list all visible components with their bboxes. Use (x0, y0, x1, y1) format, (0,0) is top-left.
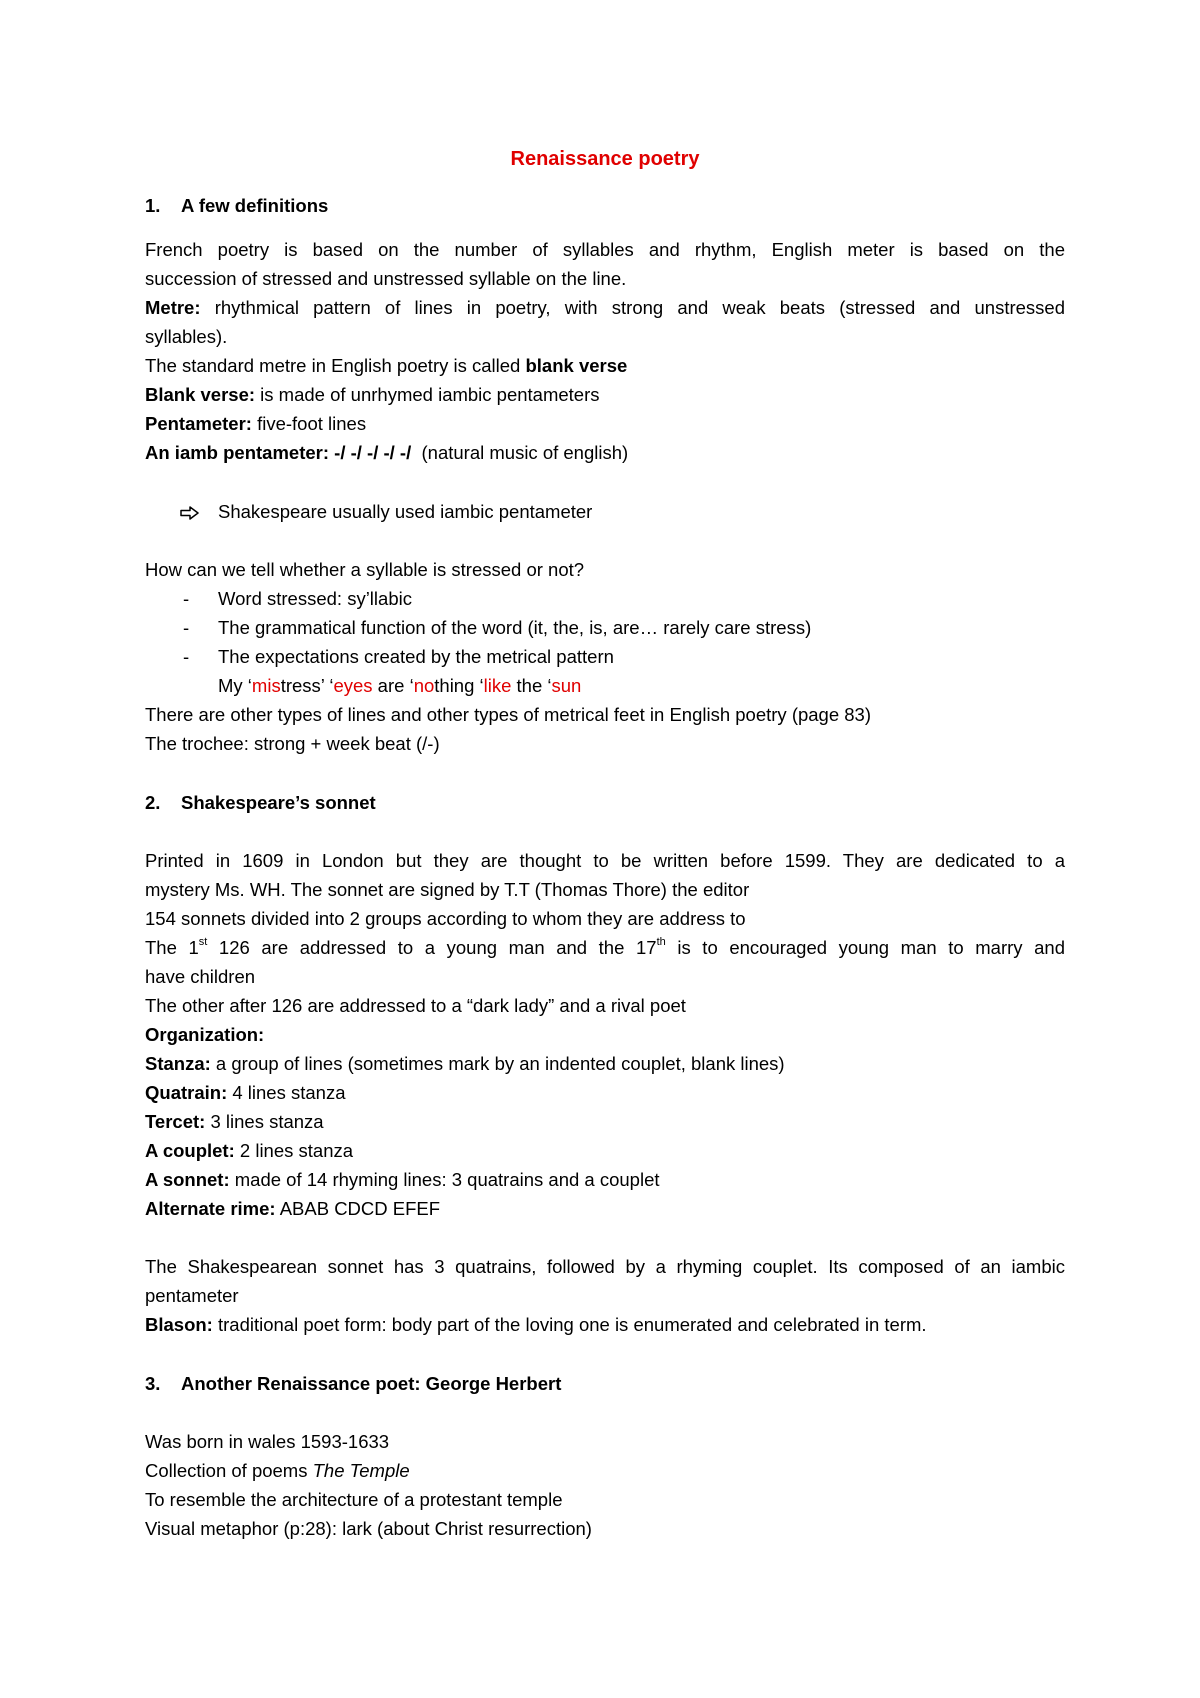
definition: made of 14 rhyming lines: 3 quatrains and a couplet (229, 1169, 660, 1190)
paragraph-line: There are other types of lines and other types of metrical feet in English poetry (page 83) (145, 704, 872, 725)
stressed-syllable: mis (251, 675, 281, 696)
text: Collection of poems (145, 1460, 313, 1481)
definition: 4 lines stanza (227, 1082, 346, 1103)
section-number: 2. (145, 792, 161, 813)
definition: rhythmical pattern of lines in poetry, with strong and weak beats (stressed and unstressed (200, 297, 1065, 318)
definition-couplet (145, 1136, 353, 1165)
paragraph-line: 154 sonnets divided into 2 groups according to whom they are address to (145, 908, 746, 929)
superscript: th (656, 935, 666, 948)
text: is to encouraged young man to marry and (665, 937, 1065, 958)
section-title: Another Renaissance poet: George Herbert (181, 1373, 562, 1394)
definition: ABAB CDCD EFEF (275, 1198, 441, 1219)
paragraph-line: syllables). (145, 326, 228, 347)
term: Stanza: (145, 1053, 211, 1074)
definition-metre (145, 293, 1065, 322)
example-text: My ‘ (218, 675, 252, 696)
definition-pentameter (145, 409, 366, 438)
metrical-marks: -/ -/ -/ -/ -/ (329, 442, 412, 463)
list-item-text: The expectations created by the metrical pattern (218, 646, 614, 667)
paragraph-line: To resemble the architecture of a protestant temple (145, 1489, 563, 1510)
paragraph-line (145, 933, 1065, 962)
stressed-syllable: sun (551, 675, 582, 696)
term: An iamb pentameter: (145, 442, 330, 463)
paragraph-line: The other after 126 are addressed to a “dark lady” and a rival poet (145, 995, 686, 1016)
standard-metre-line (145, 351, 627, 380)
stressed-syllable: eyes (333, 675, 373, 696)
organization-label: Organization: (145, 1024, 265, 1045)
paragraph-line: Printed in 1609 in London but they are thought to be written before 1599. They are dedicated to a (145, 850, 1065, 871)
paragraph-line: succession of stressed and unstressed syllable on the line. (145, 268, 627, 289)
term: Blason: (145, 1314, 213, 1335)
stressed-syllable: no (413, 675, 435, 696)
paragraph-line: The Shakespearean sonnet has 3 quatrains, followed by a rhyming couplet. Its composed of an iambic (145, 1256, 1065, 1277)
text: 126 are addressed to a young man and the 17 (207, 937, 657, 958)
term: blank verse (525, 355, 628, 376)
definition-alternate-rime (145, 1194, 440, 1223)
scansion-example (218, 671, 581, 700)
arrow-icon (180, 499, 218, 528)
stressed-syllable: like (483, 675, 512, 696)
section-heading-3 (145, 1369, 561, 1398)
term: Alternate rime: (145, 1198, 276, 1219)
definition-tercet (145, 1107, 324, 1136)
definition: a group of lines (sometimes mark by an indented couplet, blank lines) (210, 1053, 785, 1074)
collection-line (145, 1456, 410, 1485)
arrow-note (180, 497, 592, 528)
term: A sonnet: (145, 1169, 230, 1190)
paragraph-line: have children (145, 966, 256, 987)
list-item: - The expectations created by the metrical pattern (183, 646, 614, 667)
term: Pentameter: (145, 413, 252, 434)
arrow-text: Shakespeare usually used iambic pentameter (218, 501, 593, 522)
list-item: - Word stressed: sy’llabic (183, 588, 412, 609)
term: Blank verse: (145, 384, 256, 405)
paragraph-line: Visual metaphor (p:28): lark (about Christ resurrection) (145, 1518, 592, 1539)
section-number: 3. (145, 1373, 161, 1394)
definition: 2 lines stanza (234, 1140, 354, 1161)
term: Metre: (145, 297, 201, 318)
paragraph-line: mystery Ms. WH. The sonnet are signed by T.T (Thomas Thore) the editor (145, 879, 750, 900)
definition-sonnet (145, 1165, 660, 1194)
section-title: Shakespeare’s sonnet (181, 792, 376, 813)
note: (natural music of english) (411, 442, 629, 463)
definition-stanza (145, 1049, 785, 1078)
superscript: st (198, 935, 208, 948)
term: Tercet: (145, 1111, 206, 1132)
paragraph-line: The trochee: strong + week beat (/-) (145, 733, 440, 754)
definition-blank-verse (145, 380, 600, 409)
example-text: thing ‘ (434, 675, 484, 696)
section-heading-1 (145, 191, 328, 220)
list-item-text: Word stressed: sy’llabic (218, 588, 412, 609)
definition-quatrain (145, 1078, 346, 1107)
paragraph-line: Was born in wales 1593-1633 (145, 1431, 390, 1452)
definition: five-foot lines (251, 413, 367, 434)
example-text: tress’ ‘ (280, 675, 334, 696)
definition: is made of unrhymed iambic pentameters (255, 384, 600, 405)
list-item-text: The grammatical function of the word (it, the, is, are… rarely care stress) (218, 617, 812, 638)
section-title: A few definitions (181, 195, 329, 216)
example-text: are ‘ (372, 675, 414, 696)
section-number: 1. (145, 195, 161, 216)
example-text: the ‘ (511, 675, 552, 696)
term: A couplet: (145, 1140, 235, 1161)
list-item: - The grammatical function of the word (it, the, is, are… rarely care stress) (183, 617, 812, 638)
definition: 3 lines stanza (205, 1111, 324, 1132)
section-heading-2 (145, 788, 376, 817)
term: Quatrain: (145, 1082, 228, 1103)
book-title: The Temple (312, 1460, 410, 1481)
page-title: Renaissance poetry (510, 148, 700, 170)
paragraph-line: French poetry is based on the number of syllables and rhythm, English meter is based on the (145, 239, 1065, 260)
definition: traditional poet form: body part of the loving one is enumerated and celebrated in term. (212, 1314, 927, 1335)
definition-blason (145, 1310, 927, 1339)
text: The standard metre in English poetry is called (145, 355, 526, 376)
paragraph-line: pentameter (145, 1285, 239, 1306)
question-line: How can we tell whether a syllable is stressed or not? (145, 559, 585, 580)
definition-iamb (145, 438, 628, 467)
text: The 1 (145, 937, 199, 958)
